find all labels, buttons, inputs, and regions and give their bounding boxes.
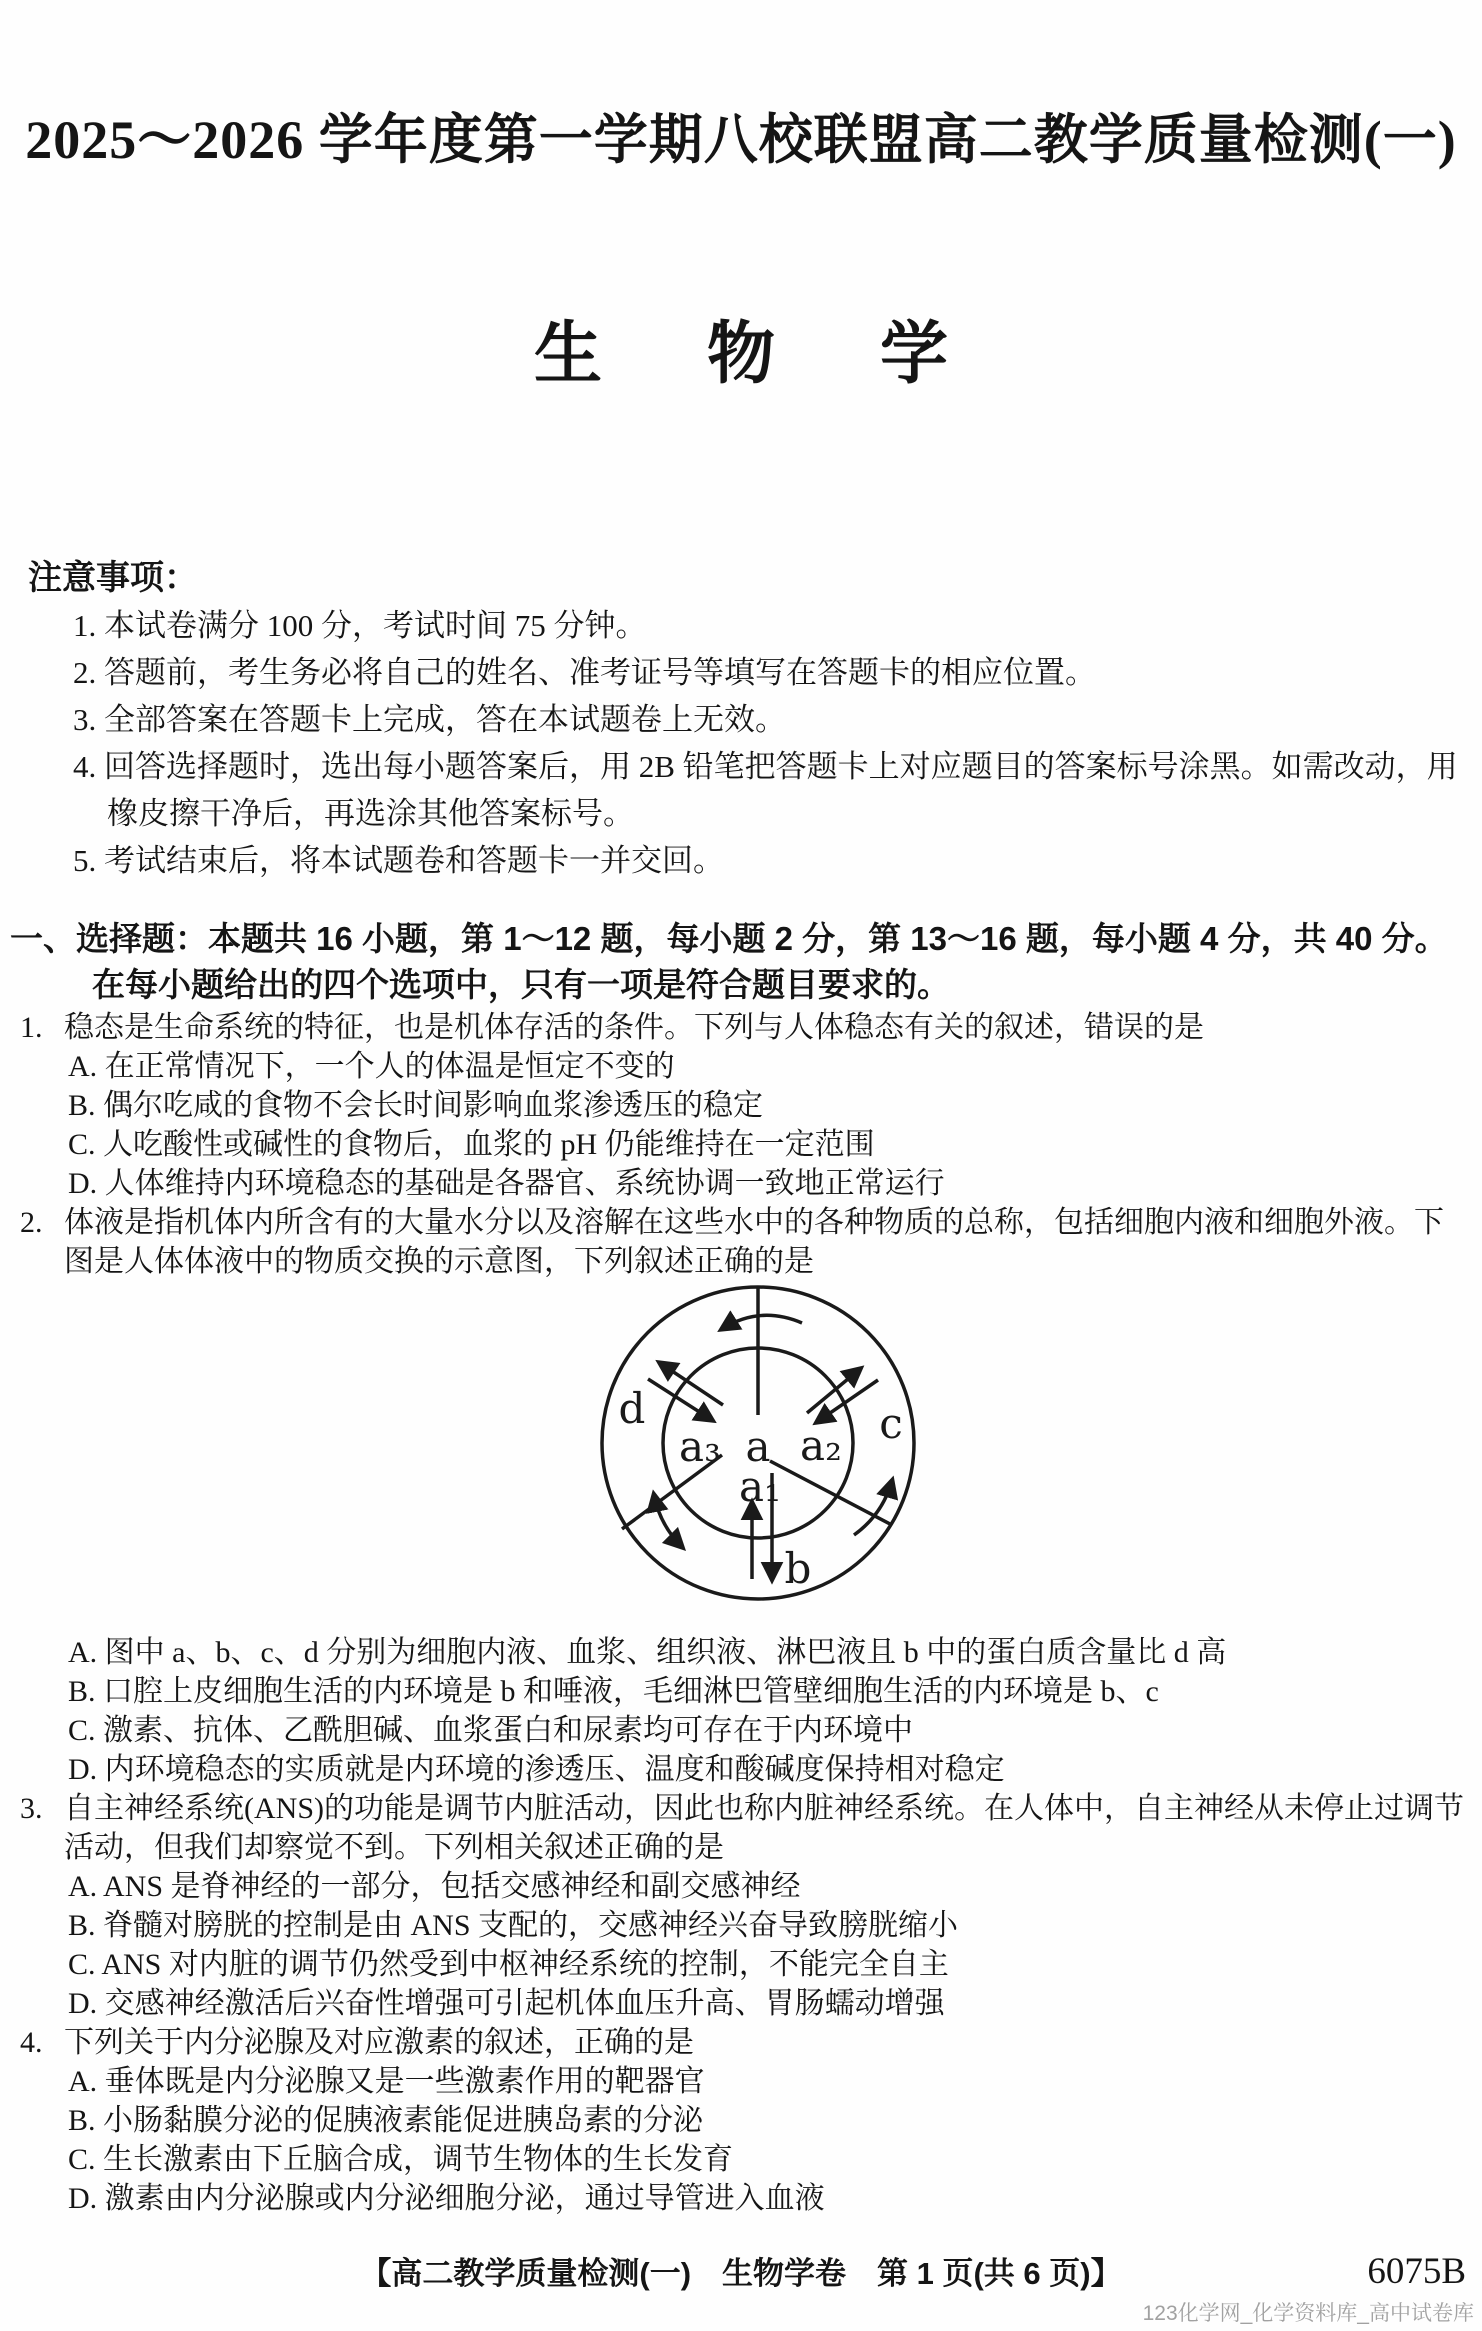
label-c: c bbox=[879, 1399, 903, 1448]
section-heading: 一、选择题：本题共 16 小题，第 1～12 题，每小题 2 分，第 13～16 题，每小题 4 分，共 40 分。在每小题给出的四个选项中，只有一项是符合题目要求的。 bbox=[10, 920, 1448, 1003]
top-exchange-arrow bbox=[722, 1315, 802, 1329]
label-b: b bbox=[784, 1544, 812, 1593]
upper-left-out-arrow bbox=[660, 1363, 723, 1405]
divider-lower-right bbox=[770, 1461, 890, 1524]
question-option: C. 激素、抗体、乙酰胆碱、血浆蛋白和尿素均可存在于内环境中 bbox=[68, 1714, 914, 1747]
question-option: B. 口腔上皮细胞生活的内环境是 b 和唾液，毛细淋巴管壁细胞生活的内环境是 b、c bbox=[68, 1675, 1159, 1708]
question-stem-text: 稳态是生命系统的特征，也是机体存活的条件。下列与人体稳态有关的叙述，错误的是 bbox=[64, 1011, 1204, 1044]
question-option: D. 内环境稳态的实质就是内环境的渗透压、温度和酸碱度保持相对稳定 bbox=[68, 1753, 1005, 1786]
notice-list bbox=[73, 602, 1465, 884]
exam-title: 2025～2026 学年度第一学期八校联盟高二教学质量检测(一) bbox=[25, 110, 1457, 170]
notice-item: 1. 本试卷满分 100 分，考试时间 75 分钟。 bbox=[73, 608, 647, 643]
upper-left-in-arrow bbox=[648, 1379, 712, 1420]
question-stem bbox=[20, 2023, 1468, 2062]
label-a2: a₂ bbox=[800, 1421, 842, 1470]
upper-right-out-arrow bbox=[807, 1369, 860, 1413]
notice-heading: 注意事项： bbox=[28, 559, 198, 597]
footer-paper-code: 6075B bbox=[1367, 2251, 1466, 2292]
question-1 bbox=[20, 1008, 1468, 1203]
subject-title: 生物学 bbox=[533, 316, 1053, 392]
notice-item: 3. 全部答案在答题卡上完成，答在本试题卷上无效。 bbox=[73, 702, 786, 737]
question-stem-text: 自主神经系统(ANS)的功能是调节内脏活动，因此也称内脏神经系统。在人体中，自主神经从未停止过调节活动，但我们却察觉不到。下列相关叙述正确的是 bbox=[64, 1792, 1464, 1864]
label-d: d bbox=[618, 1384, 646, 1433]
footer-page-info: 【高二教学质量检测(一) 生物学卷 第 1 页(共 6 页)】 bbox=[360, 2256, 1122, 2291]
question-option: C. 生长激素由下丘脑合成，调节生物体的生长发育 bbox=[68, 2143, 734, 2176]
notice-item: 2. 答题前，考生务必将自己的姓名、准考证号等填写在答题卡的相应位置。 bbox=[73, 655, 1096, 690]
question-option: C. ANS 对内脏的调节仍然受到中枢神经系统的控制，不能完全自主 bbox=[68, 1948, 949, 1981]
question-number: 2. bbox=[20, 1206, 43, 1239]
question-option: A. 在正常情况下，一个人的体温是恒定不变的 bbox=[68, 1050, 675, 1083]
question-option: D. 人体维持内环境稳态的基础是各器官、系统协调一致地正常运行 bbox=[68, 1167, 945, 1200]
question-4 bbox=[20, 2023, 1468, 2218]
question-stem bbox=[20, 1008, 1468, 1047]
diagram-wrap bbox=[20, 1281, 1468, 1633]
watermark-text: 123化学网_化学资料库_高中试卷库 bbox=[1142, 2302, 1474, 2325]
question-stem-text: 下列关于内分泌腺及对应激素的叙述，正确的是 bbox=[64, 2026, 694, 2059]
question-option: B. 小肠黏膜分泌的促胰液素能促进胰岛素的分泌 bbox=[68, 2104, 704, 2137]
question-number: 4. bbox=[20, 2026, 43, 2059]
label-a1: a₁ bbox=[739, 1462, 781, 1511]
label-a3: a₃ bbox=[679, 1422, 721, 1471]
question-stem bbox=[20, 1203, 1468, 1281]
notice-item: 5. 考试结束后，将本试题卷和答题卡一并交回。 bbox=[73, 843, 724, 878]
question-option: D. 激素由内分泌腺或内分泌细胞分泌，通过导管进入血液 bbox=[68, 2182, 825, 2215]
question-option: A. 垂体既是内分泌腺又是一些激素作用的靶器官 bbox=[68, 2065, 705, 2098]
questions-block bbox=[20, 1008, 1468, 2218]
question-number: 1. bbox=[20, 1011, 43, 1044]
question-number: 3. bbox=[20, 1792, 43, 1825]
question-option: D. 交感神经激活后兴奋性增强可引起机体血压升高、胃肠蠕动增强 bbox=[68, 1987, 945, 2020]
question-option: B. 脊髓对膀胱的控制是由 ANS 支配的，交感神经兴奋导致膀胱缩小 bbox=[68, 1909, 959, 1942]
question-option: A. 图中 a、b、c、d 分别为细胞内液、血浆、组织液、淋巴液且 b 中的蛋白质含量比 d 高 bbox=[68, 1636, 1227, 1669]
label-a: a bbox=[745, 1422, 771, 1471]
question-2 bbox=[20, 1203, 1468, 1789]
notice-item: 4. 回答选择题时，选出每小题答案后，用 2B 铅笔把答题卡上对应题目的答案标号涂黑。如需改动，用橡皮擦干净后，再选涂其他答案标号。 bbox=[73, 749, 1458, 831]
question-3 bbox=[20, 1789, 1468, 2023]
question-stem bbox=[20, 1789, 1468, 1867]
question-stem-text: 体液是指机体内所含有的大量水分以及溶解在这些水中的各种物质的总称，包括细胞内液和细胞外液。下图是人体体液中的物质交换的示意图，下列叙述正确的是 bbox=[64, 1206, 1444, 1278]
body-fluid-exchange-diagram bbox=[570, 1283, 942, 1631]
question-option: B. 偶尔吃咸的食物不会长时间影响血浆渗透压的稳定 bbox=[68, 1089, 764, 1122]
question-option: A. ANS 是脊神经的一部分，包括交感神经和副交感神经 bbox=[68, 1870, 801, 1903]
question-option: C. 人吃酸性或碱性的食物后，血浆的 pH 仍能维持在一定范围 bbox=[68, 1128, 875, 1161]
